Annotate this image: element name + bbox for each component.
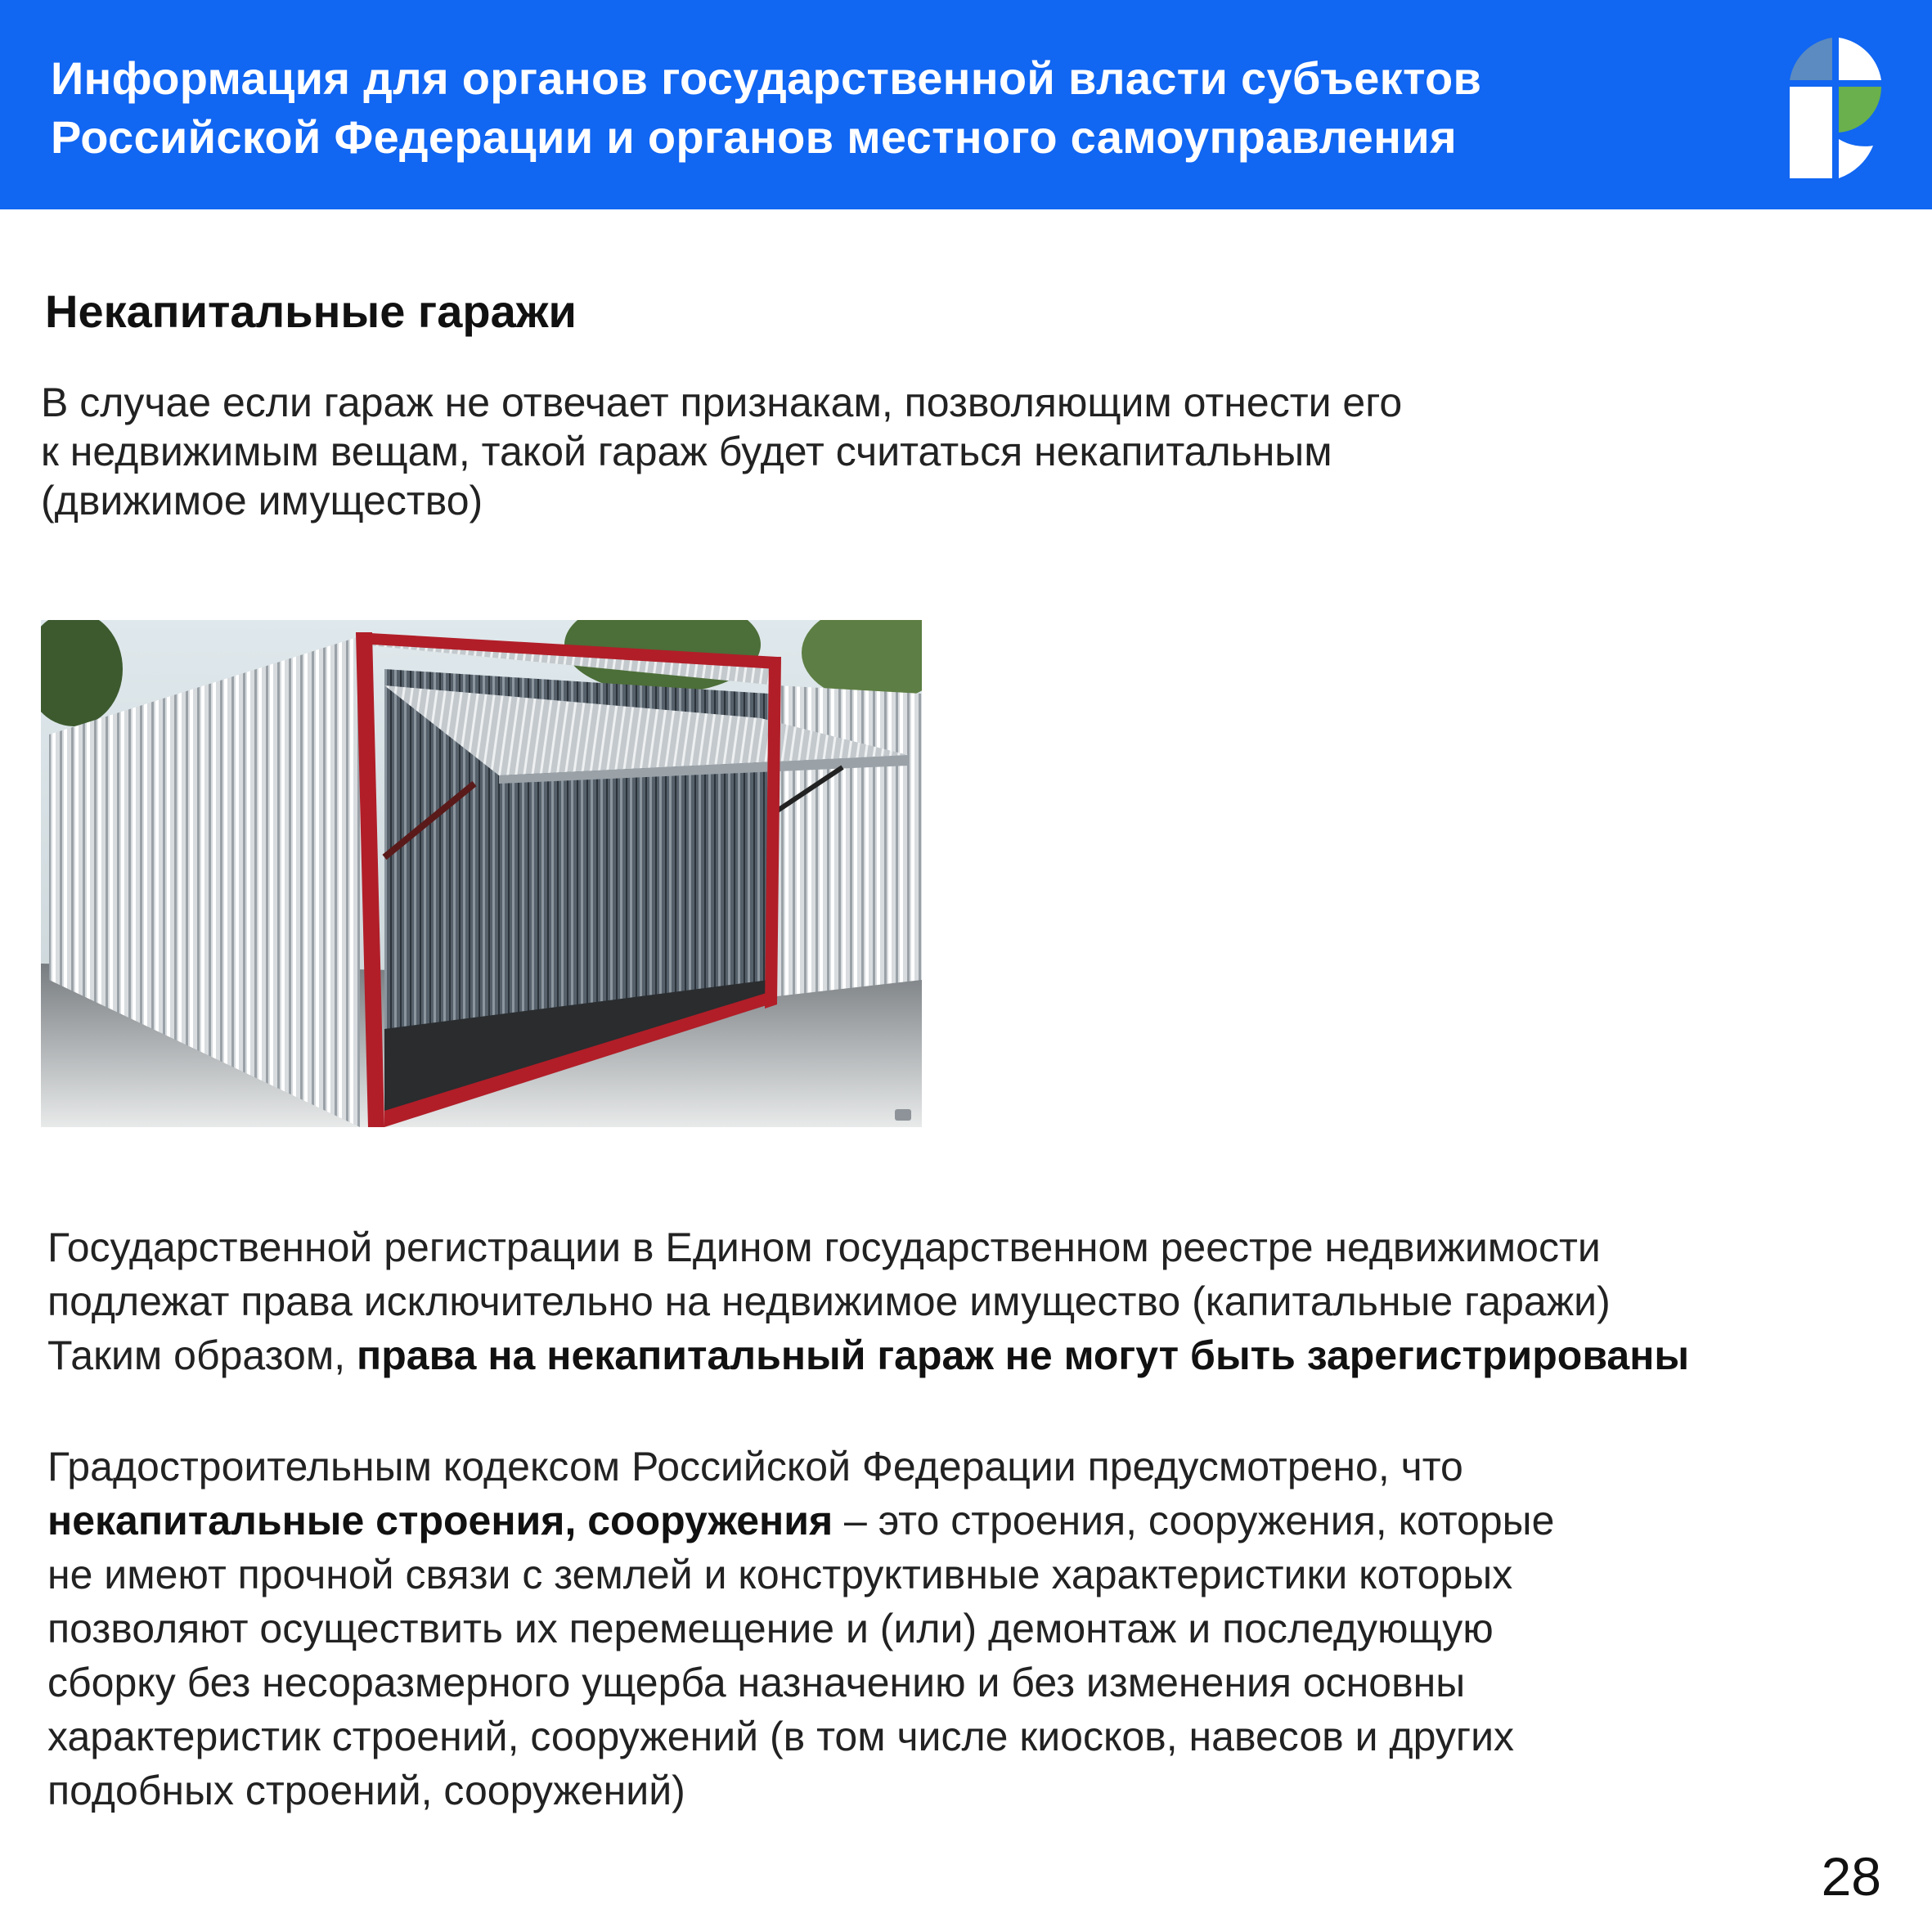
- urban-code-paragraph: [47, 1440, 1896, 1817]
- header-title: [51, 49, 1670, 167]
- registration-paragraph: [47, 1220, 1896, 1382]
- rosreestr-logo-icon: [1783, 31, 1888, 185]
- registration-line-2: подлежат права исключительно на недвижимое имущество (капитальные гаражи): [47, 1278, 1611, 1324]
- urban-code-line-2: [47, 1494, 1896, 1548]
- page-number: 28: [1821, 1846, 1881, 1907]
- header-title-line-1: Информация для органов государственной власти субъектов: [51, 52, 1482, 104]
- metal-garage-photo: [41, 620, 922, 1127]
- header-title-line-2: Российской Федерации и органов местного самоуправления: [51, 111, 1457, 163]
- registration-line-1: Государственной регистрации в Едином государственном реестре недвижимости: [47, 1224, 1601, 1270]
- registration-line-3: [47, 1328, 1896, 1382]
- intro-text: [41, 378, 1677, 525]
- section-title: Некапитальные гаражи: [45, 285, 577, 337]
- urban-code-line-2-rest: – это строения, сооружения, которые: [833, 1498, 1555, 1543]
- urban-code-line-6: характеристик строений, сооружений (в том числе киосков, навесов и других: [47, 1714, 1514, 1759]
- registration-line-3-prefix: Таким образом,: [47, 1332, 357, 1378]
- urban-code-line-3: не имеют прочной связи с землей и конструктивные характеристики которых: [47, 1552, 1513, 1597]
- urban-code-line-1: Градостроительным кодексом Российской Федерации предусмотрено, что: [47, 1444, 1463, 1489]
- urban-code-line-7: подобных строений, сооружений): [47, 1768, 685, 1813]
- urban-code-line-5: сборку без несоразмерного ущерба назначению и без изменения основны: [47, 1660, 1466, 1705]
- garage-illustration-icon: [41, 620, 922, 1127]
- intro-line-1: В случае если гараж не отвечает признакам, позволяющим отнести его: [41, 380, 1403, 425]
- intro-line-3: (движимое имущество): [41, 478, 483, 523]
- intro-line-2: к недвижимым вещам, такой гараж будет считаться некапитальным: [41, 429, 1332, 474]
- registration-conclusion-bold: права на некапитальный гараж не могут быть зарегистрированы: [357, 1332, 1690, 1378]
- non-capital-structures-term: некапитальные строения, сооружения: [47, 1498, 833, 1543]
- header-banner: [0, 0, 1932, 209]
- urban-code-line-4: позволяют осуществить их перемещение и (или) демонтаж и последующую: [47, 1606, 1494, 1651]
